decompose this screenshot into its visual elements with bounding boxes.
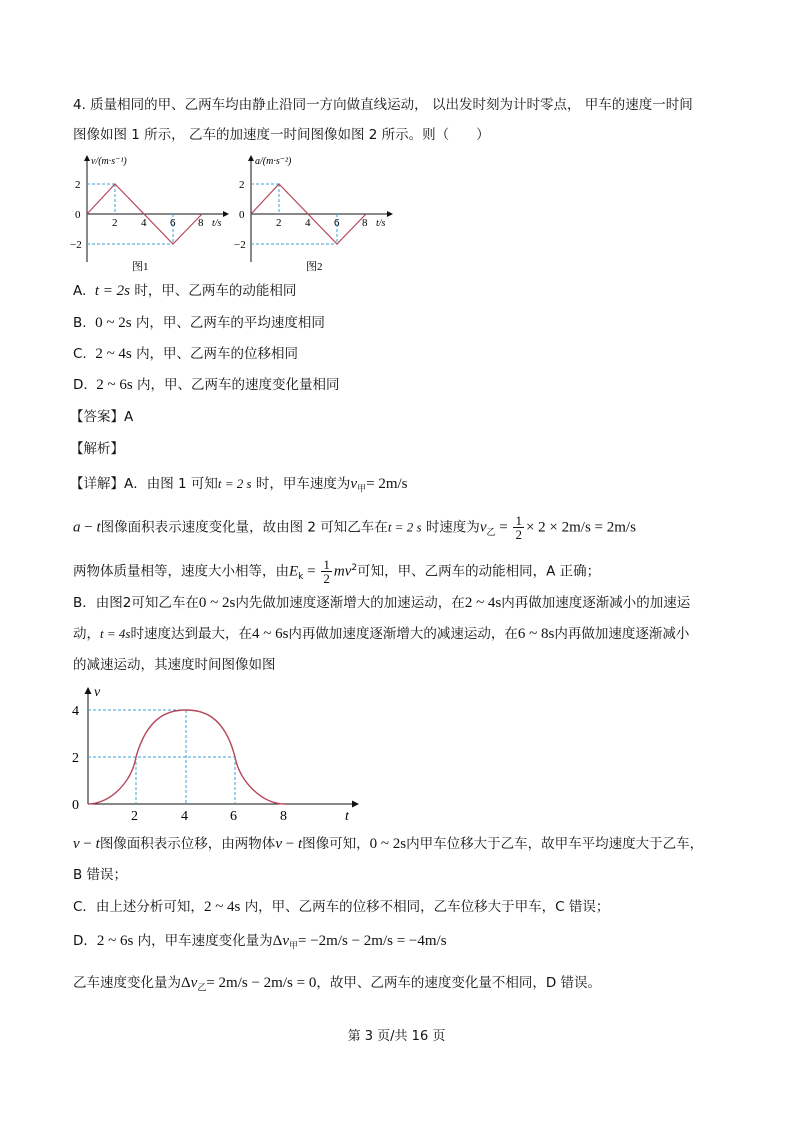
x-tick-4: 4 <box>141 217 147 229</box>
y-tick-neg2: −2 <box>234 239 246 251</box>
option-c: C. 2 ~ 4s 内，甲、乙两车的位移相同 <box>73 346 299 362</box>
detail-b-line-1: B．由图2可知乙车在0 ~ 2s内先做加速度逐渐增大的加速运动，在2 ~ 4s内再做加速度逐渐减小的加速运 <box>73 595 691 611</box>
question-line-1: 4. 质量相同的甲、乙两车均由静止沿同一方向做直线运动， 以出发时刻为计时零点， 甲车的速度一时间 <box>73 97 693 113</box>
analysis-heading: 【解析】 <box>70 441 124 457</box>
detail-b-line-3: 的减速运动，其速度时间图像如图 <box>73 657 276 673</box>
figure-caption: 图1 <box>132 261 149 272</box>
detail-b-line-5: B 错误； <box>73 867 128 883</box>
x-axis-label: t/s <box>376 218 386 229</box>
y-tick-2: 2 <box>239 179 245 191</box>
y-tick-neg2: −2 <box>70 239 82 251</box>
x-axis-label: t <box>345 809 349 824</box>
x-tick-6: 6 <box>170 217 176 229</box>
y-tick-2: 2 <box>75 179 81 191</box>
detail-d-line-1: D．2 ~ 6s 内，甲车速度变化量为$\Delta v_甲= -2m/s - 2m/s = -4m/s$ <box>73 933 447 952</box>
figure-1-velocity-time-graph <box>70 152 230 272</box>
y-tick-2: 2 <box>72 751 79 766</box>
option-d: D. 2 ~ 6s 内，甲、乙两车的速度变化量相同 <box>73 377 340 393</box>
detail-d-line-2: 乙车速度变化量为$\Delta v_乙= 2m/s - 2m/s = 0$，故甲、乙两车的速度变化量不相同，D 错误。 <box>73 975 602 994</box>
y-axis-label: v <box>94 685 101 700</box>
question-line-2: 图像如图 1 所示， 乙车的加速度一时间图像如图 2 所示。则（ ） <box>73 127 490 143</box>
y-tick-0: 0 <box>75 209 81 221</box>
x-axis-label: t/s <box>212 218 222 229</box>
detail-a-line-1: 【详解】A．由图 1 可知t = 2 s 时，甲车速度为$v_甲= 2m/s$ <box>70 476 408 495</box>
figure-2-acceleration-time-graph <box>234 152 394 272</box>
y-tick-0: 0 <box>239 209 245 221</box>
detail-c-line-1: C．由上述分析可知，2 ~ 4s 内，甲、乙两车的位移不相同，乙车位移大于甲车，C 错误； <box>73 899 610 915</box>
option-a: A. t = 2s 时，甲、乙两车的动能相同 <box>73 283 297 299</box>
x-tick-8: 8 <box>198 217 204 229</box>
y-axis-label: a/(m·s⁻²) <box>255 156 292 167</box>
y-tick-0: 0 <box>72 798 79 813</box>
y-tick-4: 4 <box>72 704 79 719</box>
figure-caption: 图2 <box>306 261 323 272</box>
page-footer: 第 3 页/共 16 页 <box>347 1029 446 1044</box>
x-tick-8: 8 <box>362 217 368 229</box>
x-tick-4: 4 <box>181 809 188 824</box>
detail-a-line-2: a − t图像面积表示速度变化量，故由图 2 可知乙车在t = 2 s 时速度为$v_乙$ = $\frac{1}{2}$ × 2 × 2m/s = 2m/s <box>73 513 636 542</box>
x-tick-6: 6 <box>334 217 340 229</box>
detail-a-line-3: 两物体质量相等，速度大小相等，由$E_k$ = $\frac{1}{2}$ $mv^2$可知，甲、乙两车的动能相同，A 正确； <box>73 557 601 586</box>
x-tick-2: 2 <box>276 217 282 229</box>
detail-b-line-2: 动，t = 4s时速度达到最大，在4 ~ 6s内再做加速度逐渐增大的减速运动，在6 ~ 8s内再做加速度逐渐减小 <box>73 626 690 642</box>
option-b: B. 0 ~ 2s 内，甲、乙两车的平均速度相同 <box>73 315 325 331</box>
x-tick-8: 8 <box>280 809 287 824</box>
x-tick-2: 2 <box>131 809 138 824</box>
x-tick-6: 6 <box>230 809 237 824</box>
y-axis-label: v/(m·s⁻¹) <box>91 156 127 167</box>
figure-3-velocity-curve <box>66 684 366 824</box>
answer: 【答案】A <box>70 409 134 425</box>
detail-b-line-4: v − t图像面积表示位移，由两物体v − t图像可知，0 ~ 2s内甲车位移大于乙车，故甲车平均速度大于乙车， <box>73 836 704 852</box>
x-tick-2: 2 <box>112 217 118 229</box>
x-tick-4: 4 <box>305 217 311 229</box>
